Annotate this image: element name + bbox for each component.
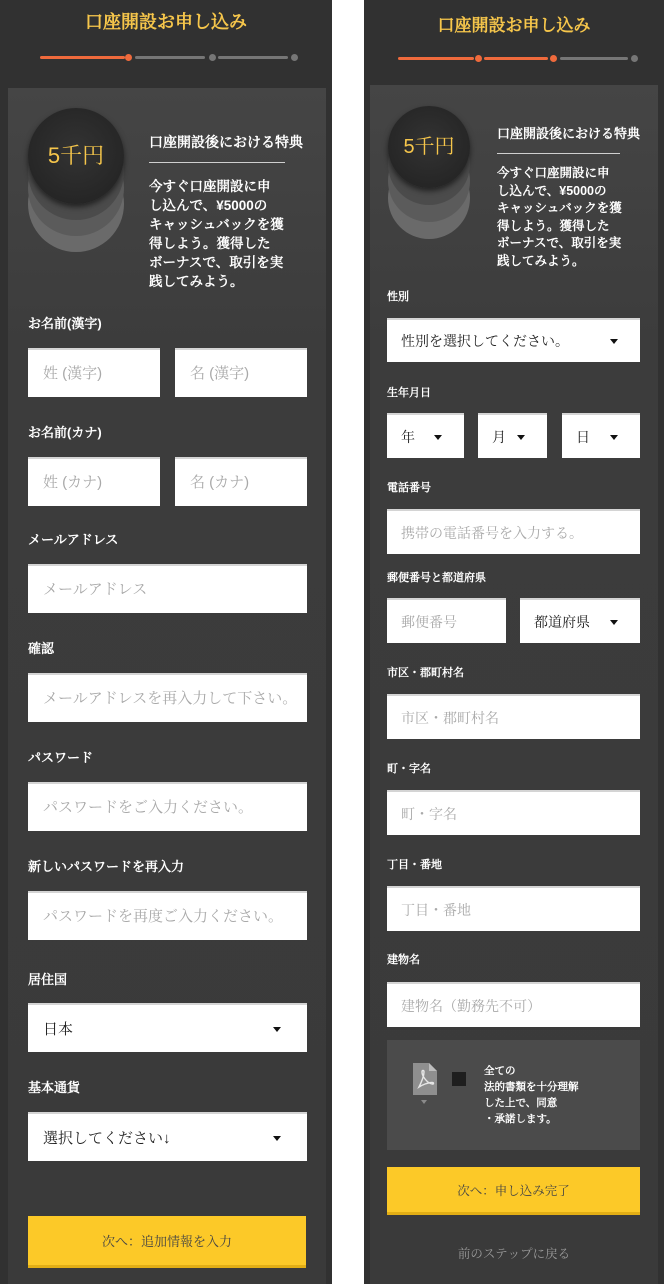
- postal-label: 郵便番号と都道府県: [387, 572, 486, 584]
- building-input[interactable]: [387, 982, 640, 1027]
- email-confirm-input[interactable]: [28, 673, 307, 722]
- progress-segment-2: [484, 57, 548, 60]
- promo-heading: 口座開設後における特典: [497, 126, 641, 141]
- password-label: パスワード: [28, 750, 94, 765]
- promo-text-line: ボーナスで、取引を実: [149, 255, 284, 270]
- promo-text: [497, 165, 622, 271]
- town-label: 町・字名: [387, 763, 431, 775]
- chevron-down-icon: [610, 620, 618, 625]
- city-input[interactable]: [387, 694, 640, 739]
- progress-dot-3: [631, 55, 638, 62]
- birth-month-value: 月: [492, 428, 506, 445]
- back-link[interactable]: 前のステップに戻る: [457, 1247, 571, 1261]
- agreement-text-line: した上で、同意: [484, 1097, 558, 1109]
- postal-code-input[interactable]: [387, 598, 506, 643]
- promo-text-line: 得しよう。獲得した: [149, 236, 271, 251]
- country-label: 居住国: [28, 972, 68, 987]
- last-name-kana-input[interactable]: [28, 457, 160, 506]
- block-input[interactable]: [387, 886, 640, 931]
- promo-text-line: 践してみよう。: [497, 253, 585, 268]
- chevron-down-icon: [517, 435, 525, 440]
- building-label: 建物名: [387, 954, 420, 966]
- gender-label: 性別: [387, 291, 409, 303]
- progress-segment-1: [398, 57, 474, 60]
- promo-divider: [497, 153, 620, 154]
- progress-dot-3: [291, 54, 298, 61]
- coin-amount: 5千円: [403, 136, 455, 158]
- progress-segment-1: [40, 56, 125, 59]
- promo-heading: 口座開設後における特典: [149, 134, 303, 150]
- chevron-down-icon: [273, 1136, 281, 1141]
- progress-dot-1: [125, 54, 132, 61]
- page-title: 口座開設お申し込み: [437, 16, 591, 35]
- city-label: 市区・郡町村名: [387, 667, 464, 679]
- last-name-kanji-input[interactable]: [28, 348, 160, 397]
- town-input[interactable]: [387, 790, 640, 835]
- country-select-value: 日本: [43, 1021, 74, 1038]
- promo-text-line: 今すぐ口座開設に申: [149, 179, 271, 194]
- progress-segment-3: [560, 57, 628, 60]
- next-button[interactable]: 次へ：追加情報を入力: [28, 1216, 306, 1268]
- coin-stack-graphic: [28, 108, 124, 252]
- coin-stack-graphic: [388, 106, 470, 239]
- progress-segment-3: [218, 56, 288, 59]
- promo-text-line: し込んで、¥5000の: [149, 198, 268, 213]
- chevron-down-icon: [273, 1027, 281, 1032]
- promo-text: [149, 177, 284, 291]
- prefecture-select-value: 都道府県: [534, 613, 590, 630]
- currency-label: 基本通貨: [28, 1080, 81, 1095]
- agreement-text-line: 法的書類を十分理解: [484, 1081, 579, 1093]
- birth-year-select[interactable]: [387, 413, 464, 458]
- promo-text-line: キャッシュバックを獲: [149, 217, 284, 232]
- password-confirm-label: 新しいパスワードを再入力: [28, 859, 185, 874]
- progress-dot-2: [209, 54, 216, 61]
- step2-panel: [364, 0, 664, 1284]
- password-confirm-input[interactable]: [28, 891, 307, 940]
- country-select[interactable]: [28, 1003, 307, 1052]
- agreement-text-line: ・承諾します。: [484, 1113, 557, 1125]
- currency-select[interactable]: [28, 1112, 307, 1161]
- promo-text-line: キャッシュバックを獲: [497, 201, 622, 216]
- agreement-box: [387, 1040, 640, 1150]
- agree-checkbox[interactable]: [452, 1072, 466, 1086]
- promo-text-line: し込んで、¥5000の: [497, 183, 607, 198]
- agreement-text-line: 全ての: [484, 1065, 516, 1077]
- promo-text-line: 今すぐ口座開設に申: [497, 166, 610, 180]
- chevron-down-icon: [610, 339, 618, 344]
- progress-dot-2: [550, 55, 557, 62]
- first-name-kana-input[interactable]: [175, 457, 307, 506]
- chevron-down-icon: [610, 435, 618, 440]
- phone-input[interactable]: [387, 509, 640, 554]
- birthdate-label: 生年月日: [387, 387, 431, 399]
- chevron-down-icon: [421, 1100, 427, 1104]
- chevron-down-icon: [434, 435, 442, 440]
- birth-day-value: 日: [576, 428, 590, 445]
- promo-text-line: ボーナスで、取引を実: [497, 236, 622, 251]
- promo-text-line: 得しよう。獲得した: [497, 218, 610, 233]
- prefecture-select[interactable]: [520, 598, 640, 643]
- email-label: メールアドレス: [28, 532, 119, 547]
- birth-day-select[interactable]: [562, 413, 640, 458]
- phone-label: 電話番号: [387, 482, 431, 494]
- email-confirm-label: 確認: [28, 641, 55, 656]
- gender-select[interactable]: [387, 318, 640, 362]
- birth-year-value: 年: [401, 428, 415, 445]
- name-kanji-label: お名前(漢字): [28, 316, 102, 331]
- first-name-kanji-input[interactable]: [175, 348, 307, 397]
- complete-button[interactable]: 次へ：申し込み完了: [387, 1167, 640, 1215]
- pdf-icon[interactable]: [413, 1063, 437, 1095]
- promo-text-line: 践してみよう。: [149, 274, 244, 289]
- birth-month-select[interactable]: [478, 413, 547, 458]
- currency-select-value: 選択してください↓: [43, 1130, 171, 1147]
- gender-select-value: 性別を選択してください。: [401, 333, 569, 349]
- password-input[interactable]: [28, 782, 307, 831]
- email-input[interactable]: [28, 564, 307, 613]
- coin-amount: 5千円: [47, 143, 105, 168]
- progress-segment-2: [135, 56, 205, 59]
- agreement-text: [484, 1063, 579, 1127]
- progress-dot-1: [475, 55, 482, 62]
- block-label: 丁目・番地: [387, 859, 442, 871]
- name-kana-label: お名前(カナ): [28, 425, 102, 440]
- page-title: 口座開設お申し込み: [85, 12, 247, 32]
- promo-divider: [149, 162, 285, 163]
